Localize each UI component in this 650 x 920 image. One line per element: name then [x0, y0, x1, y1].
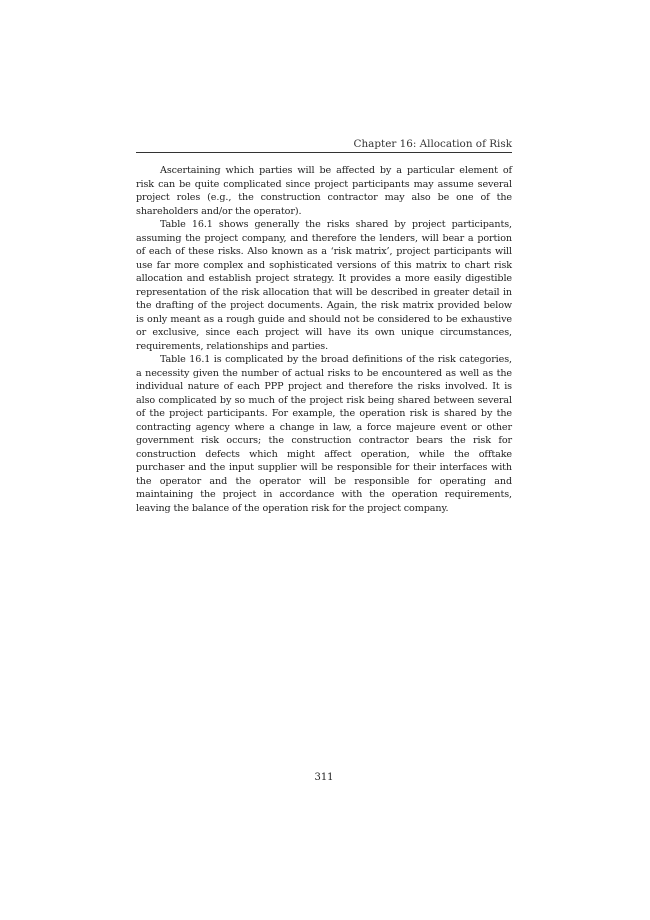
paragraph-2: Table 16.1 shows generally the risks shared by project participants, assuming the project company, and therefore the lenders, will bear a portion of each of these risks. Also known as a ‘risk matrix’, project participants will use far more complex and sophisticated versions of this matrix to chart risk allocation and establish project strategy. It provides a more easily digestible representation of the risk allocation that will be described in greater detail in the drafting of the project documents. Again, the risk matrix provided below is only meant as a rough guide and should not be considered to be exhaustive or exclusive, since each project will have its own unique circumstances, requirements, relationships and parties.: [136, 219, 512, 352]
paragraph-3: Table 16.1 is complicated by the broad definitions of the risk categories, a necessity given the number of actual risks to be encountered as well as the individual nature of each PPP project and therefore the risks involved. It is also complicated by so much of the project risk being shared between several of the project participants. For example, the operation risk is shared by the contracting agency where a change in law, a force majeure event or other government risk occurs; the construction contractor bears the risk for construction defects which might affect operation, while the offtake purchaser and the input supplier will be responsible for their interfaces with the operator and the operator will be responsible for operating and maintaining the project in accordance with the operation requirements, leaving the balance of the operation risk for the project company.: [136, 354, 512, 514]
running-header: Chapter 16: Allocation of Risk: [353, 138, 512, 150]
body-text: [136, 164, 512, 515]
paragraph-1: Ascertaining which parties will be affected by a particular element of risk can be quite complicated since project participants may assume several project roles (e.g., the construction contractor may also be one of the shareholders and/or the operator).: [136, 165, 512, 217]
page-number: 311: [314, 772, 334, 783]
header-rule: [136, 152, 512, 153]
